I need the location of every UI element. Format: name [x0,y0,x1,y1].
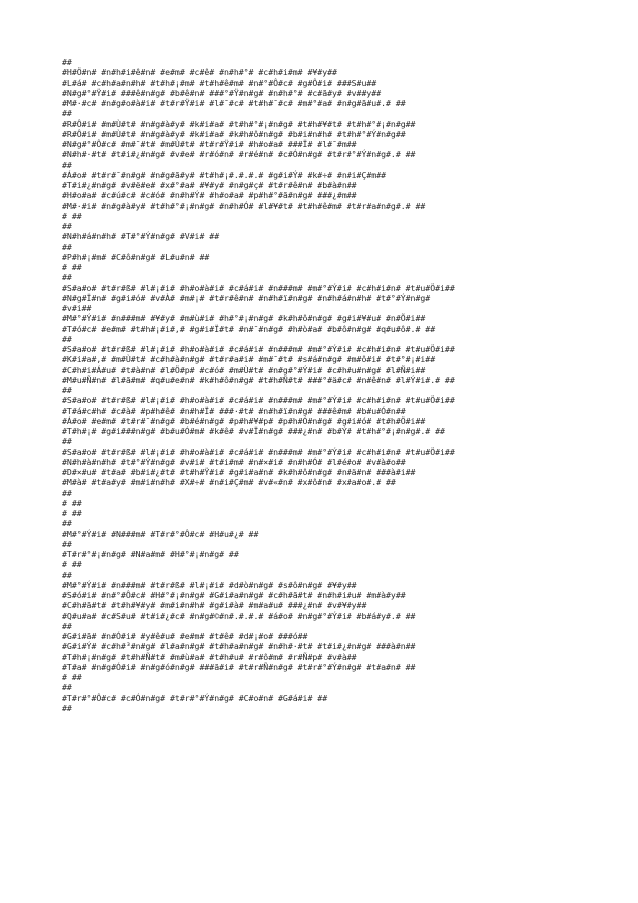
text-line: #K#i#a#,# #m#Ù#t# #c#h#à#n#g# #t#r#a#i# #m#¯#t# #s#á#n#g# #m#ô#i# #t#°#¡#i## [62,354,436,365]
text-line: ## [62,272,72,283]
text-line: #M#°#Ý#i# #n###m# #¥#y# #m#ù#i# #h#°#¡#n#g# #k#h#ô#n#g# #g#i#¥#u# #n#Õ#i## [62,313,426,324]
text-line: # ## [62,210,82,221]
text-line: #T#ó#c# #e#m# #t#h#¡#i#,# #g#i#Ï#t# #n#¯#n#g# #h#ò#a# #b#ô#n#g# #q#u#ô#.# ## [62,323,436,334]
text-line: #R#Ô#i# #m#Ù#t# #n#g#à#y# #k#i#a# #t#h#°#¡#n#g# #t#h#¥#t# #t#h#°#¡#n#g## [62,118,416,129]
text-line: #D#×#u# #t#a# #b#i#¿#t# #t#h#Ÿ#i# #g#i#a#n# #k#h#ô#n#g# #n#ä#n# ###à#i## [62,467,416,477]
text-line: #C#h#i#Á#u# #t#à#n# #l#Ö#p# #c#ó# #m#Ù#t# #n#g#°#Ý#i# #c#h#u#n#g# #l#Ñ#i## [62,364,426,375]
text-line: #H#o#a# #c#ú#c# #c#ó# #n#h#Ý# #h#o#a# #p#h#°#ã#n#g# ###¿#m## [62,190,357,201]
document-page [62,57,628,713]
text-line: #G#i#Ý# #c#h#³#n#g# #l#a#n#g# #t#h#a#n#g# #n#h#·#t# #t#i#¿#n#g# ###à#n## [62,641,416,652]
text-line: #v#i## [62,303,92,313]
text-line: ## [62,620,72,631]
text-line: #S#a#o# #t#r#ß# #l#¡#i# #h#o#à#i# #c#á#i# #n###m# #m#°#Ý#i# #c#h#i#n# #t#u#Ö#i## [62,395,455,406]
text-line: ## [62,385,72,395]
text-line: #T#r#°#¡#n#g# #N#a#m# #H#°#¡#n#g# ## [62,549,239,559]
text-line: #S#a#o# #t#r#ß# #l#¡#i# #h#o#à#i# #c#á#i# #n###m# #m#°#Ý#i# #c#h#i#n# #t#u#Ö#i## [62,344,455,354]
text-line: ## [62,57,72,67]
text-line: #T#á#c#h# #c#à# #p#h#ê# #n#h#Ï# ###·#t# #n#h#ï#n#g# ###ê#m# #b#u#Ó#n## [62,405,406,416]
text-line: #M#·#c# #n#g#o#à#i# #t#r#Ÿ#i# #l#¯#c# #t#h#¯#c# #m#°#a# #n#g#ã#u#.# ## [62,98,406,108]
text-line: #T#r#°#Ô#c# #c#Ó#n#g# #t#r#°#Ý#n#g# #C#o#n# #G#á#i# ## [62,692,328,703]
text-line: #C#h#ã#t# #t#h#¥#y# #m#i#n#h# #g#i#à# #m#a#u# ###¿#n# #v#¥#y## [62,600,367,611]
text-line: #T#a# #n#g#Ó#i# #n#g#ó#n#g# ###ã#i# #t#r#Ñ#n#g# #t#r#°#Ý#n#g# #t#a#n# ## [62,661,416,672]
text-line: #Á#o# #e#m# #t#r#¯#n#g# #b#é#n#g# #p#h#¥#p# #p#h#Ó#n#g# #g#i#ó# #t#h#Ö#i## [62,415,426,426]
text-line: ## [62,221,72,231]
text-line: #T#h#¡#n#g# #t#h#Ñ#t# #m#ù#a# #t#h#u# #r#ô#m# #r#Ñ#p# #v#à## [62,651,357,662]
text-line: ## [62,108,72,119]
text-line: #M#·#i# #n#g#à#y# #t#h#°#¡#n#g# #n#h#Ó# #l#¥#t# #t#h#ê#m# #t#r#a#n#g#.# ## [62,200,426,211]
text-line: #S#ó#i# #n#°#Ô#c# #H#°#¡#n#g# #G#i#a#n#g# #c#h#ã#t# #n#h#i#u# #m#à#y## [62,590,406,600]
text-line: ## [62,538,72,549]
text-line: ## [62,159,72,170]
text-line: #N#g#°#Ÿ#i# ###ê#n#g# #b#ê#n# ###°#Ÿ#n#g# #n#h#°# #c#ã#y# #v##y## [62,87,382,98]
text-line: #N#h#à#n#h# #t#°#Ý#n#g# #v#i# #t#i#m# #n#×#i# #n#h#Ó# #l#é#o# #v#à#o## [62,456,406,467]
text-line: #Á#o# #t#r#¯#n#g# #n#g#ã#y# #t#h#¡#.#.#.# #g#i#Ý# #k#÷# #n#i#Ç#m## [62,169,387,180]
text-line: #T#h#¡# #g#i###n#g# #b#u#Ó#m# #k#ê# #v#Ï#n#g# ###¿#n# #b#Ý# #t#h#°#¡#n#g#.# ## [62,426,445,436]
text-line: # ## [62,559,82,570]
text-line: #M#u#Ñ#n# #l#ã#m# #q#u#e#n# #k#h#ô#n#g# #t#h#Ñ#t# ###°#ä#c# #n#ê#n# #l#Ý#i#.# ## [62,374,455,385]
text-line: ## [62,702,72,713]
text-line: # ## [62,262,82,272]
text-line: #G#i#ã# #n#Ó#i# #y#ê#u# #e#m# #t#ê# #d#¡#o# ###ó## [62,631,308,641]
text-line: #N#g#°#Ô#c# #m#¯#t# #m#Ù#t# #t#r#Ÿ#i# #h#o#a# ###Ï# #l#¯#m## [62,139,357,149]
text-line: # ## [62,672,82,682]
text-line: #P#h#¡#m# #C#ô#n#g# #L#u#n# ## [62,251,210,262]
text-line: # ## [62,508,82,518]
text-line: #M#°#Ý#i# #n###m# #t#r#ß# #l#¡#i# #d#ò#n#g# #s#ô#n#g# #¥#y## [62,579,357,590]
text-line: ## [62,333,72,344]
text-line: ## [62,569,72,580]
text-line: #H#Ö#n# #n#h#i#ê#n# #e#m# #c#ê# #n#h#°# #c#h#i#m# #¥#y## [62,67,337,78]
text-line: #T#i#¿#n#g# #v#ë#e# #x#°#a# #¥#y# #n#g#ç# #t#r#ê#n# #b#à#n## [62,180,357,190]
text-line: ## [62,241,72,252]
text-line: ## [62,518,72,529]
text-line: #L#á# #c#h#a#n#h# #t#h#¡#m# #t#h#ê#m# #n#°#Ô#c# #g#Ô#i# ###S#u## [62,77,377,88]
text-line: #S#a#o# #t#r#ß# #l#¡#i# #h#o#à#i# #c#á#i# #n###m# #m#°#Ý#i# #c#h#i#n# #t#u#Ö#i## [62,446,455,457]
text-line: # ## [62,497,82,508]
text-line: #N#h#á#n#h# #T#°#Ý#n#g# #V#i# ## [62,231,220,242]
text-line: #N#h#·#t# #t#i#¿#n#g# #v#e# #r#ó#n# #r#é#n# #c#Ó#n#g# #t#r#°#Ý#n#g#.# ## [62,149,416,160]
text-line: #Q#u#a# #c#S#u# #t#i#¿#c# #n#g#©#n#.#.#.# #á#o# #n#g#°#Ý#i# #b#á#y#.# ## [62,610,416,621]
text-line: ## [62,487,72,498]
text-line: #N#g#Ï#n# #g#i#ó# #v#À# #m#¡# #t#r#ê#n# #n#h#ï#n#g# #n#h#á#n#h# #t#°#Ý#n#g# [62,292,431,303]
text-line: #R#Ô#i# #m#Ù#t# #n#g#à#y# #k#i#a# #k#h#ô#n#g# #b#i#n#h# #t#h#°#Ý#n#g## [62,128,406,139]
text-line: #M#°#Ý#i# #N###m# #T#r#°#Ô#c# #H#u#¿# ## [62,528,259,539]
text-line: #S#a#o# #t#r#ß# #l#¡#i# #h#o#à#i# #c#á#i# #n###m# #m#°#Ý#i# #c#h#i#n# #t#u#Ö#i## [62,282,455,293]
text-line: #M#à# #t#a#y# #m#i#n#h# #X#÷# #n#i#Ç#m# #v#«#n# #x#ô#n# #x#a#o#.# ## [62,477,396,488]
text-line: ## [62,436,72,447]
text-line: ## [62,682,72,693]
